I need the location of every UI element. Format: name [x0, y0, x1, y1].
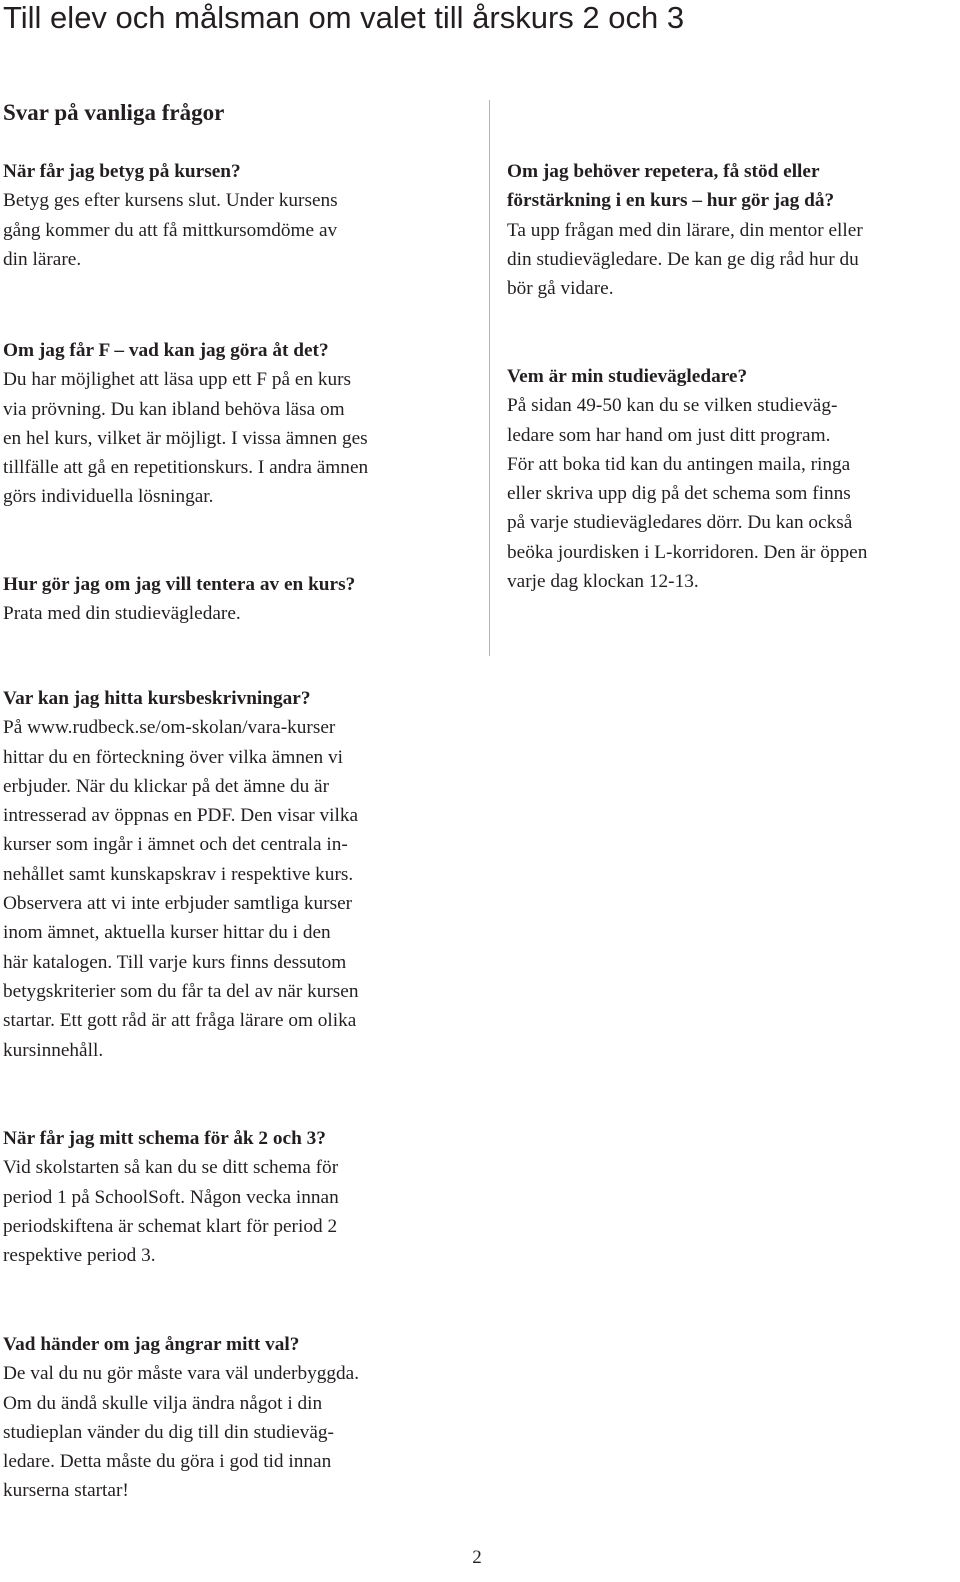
faq-answer-line: För att boka tid kan du antingen maila, ringa	[507, 453, 851, 475]
faq-answer-line: görs individuella lösningar.	[3, 486, 214, 508]
faq-repeat-support	[507, 157, 957, 303]
faq-answer-line: här katalogen. Till varje kurs finns dessutom	[3, 951, 347, 973]
page-title: Till elev och målsman om valet till årskurs 2 och 3	[3, 0, 685, 35]
faq-answer-line: erbjuder. När du klickar på det ämne du är	[3, 775, 330, 797]
faq-answer-line: beöka jourdisken i L-korridoren. Den är öppen	[507, 541, 868, 563]
faq-grades	[3, 157, 473, 274]
faq-answer-line: period 1 på SchoolSoft. Någon vecka innan	[3, 1186, 339, 1208]
faq-answer-line: intresserad av öppnas en PDF. Den visar vilka	[3, 805, 359, 827]
faq-answer-line: din studievägledare. De kan ge dig råd hur du	[507, 248, 859, 270]
faq-answer-line: en hel kurs, vilket är möjligt. I vissa ämnen ges	[3, 427, 368, 449]
faq-answer-line: kurserna startar!	[3, 1480, 129, 1502]
faq-exam	[3, 570, 473, 629]
faq-answer-line: på varje studievägledares dörr. Du kan också	[507, 512, 853, 534]
faq-answer-line: Betyg ges efter kursens slut. Under kursens	[3, 190, 338, 212]
faq-answer-line: Observera att vi inte erbjuder samtliga kurser	[3, 893, 353, 915]
faq-answer-line: din lärare.	[3, 248, 82, 270]
faq-answer-line: På www.rudbeck.se/om-skolan/vara-kurser	[3, 717, 336, 739]
faq-question-line: förstärkning i en kurs – hur gör jag då?	[507, 190, 835, 212]
faq-question: När får jag betyg på kursen?	[3, 161, 241, 182]
faq-question-line: Om jag behöver repetera, få stöd eller	[507, 161, 820, 182]
faq-answer-line: Vid skolstarten så kan du se ditt schema för	[3, 1157, 339, 1179]
faq-answer-line: Ta upp frågan med din lärare, din mentor eller	[507, 219, 863, 241]
faq-answer-line: hittar du en förteckning över vilka ämnen vi	[3, 746, 343, 768]
faq-answer-line: bör gå vidare.	[507, 278, 614, 300]
faq-answer-line: nehållet samt kunskapskrav i respektive kurs.	[3, 863, 354, 885]
faq-answer-line: respektive period 3.	[3, 1245, 156, 1267]
faq-answer-line: betygskriterier som du får ta del av när kursen	[3, 980, 359, 1002]
faq-question: Vad händer om jag ångrar mitt val?	[3, 1334, 300, 1355]
faq-course-descriptions	[3, 684, 483, 1065]
faq-answer-line: varje dag klockan 12-13.	[507, 571, 699, 593]
faq-answer-line: studieplan vänder du dig till din studieväg-	[3, 1421, 334, 1443]
faq-answer-line: eller skriva upp dig på det schema som finns	[507, 483, 851, 505]
faq-answer-line: Prata med din studievägledare.	[3, 603, 241, 625]
faq-answer-line: periodskiftena är schemat klart för period 2	[3, 1215, 338, 1237]
faq-regret-choice	[3, 1330, 483, 1506]
section-heading: Svar på vanliga frågor	[3, 100, 225, 125]
faq-schedule	[3, 1124, 483, 1270]
faq-answer-line: via prövning. Du kan ibland behöva läsa om	[3, 398, 345, 420]
column-divider	[489, 100, 490, 656]
faq-answer-line: gång kommer du att få mittkursomdöme av	[3, 219, 338, 241]
faq-answer-line: startar. Ett gott råd är att fråga lärare om olika	[3, 1010, 357, 1032]
faq-answer-line: De val du nu gör måste vara väl underbyggda.	[3, 1363, 360, 1385]
faq-question: Vem är min studievägledare?	[507, 366, 748, 387]
faq-answer-line: kurser som ingår i ämnet och det centrala in-	[3, 834, 348, 856]
faq-question: Om jag får F – vad kan jag göra åt det?	[3, 340, 329, 361]
faq-answer-line: kursinnehåll.	[3, 1039, 104, 1061]
faq-question: Var kan jag hitta kursbeskrivningar?	[3, 688, 311, 709]
faq-answer-line: ledare. Detta måste du göra i god tid innan	[3, 1451, 332, 1473]
faq-answer-line: Om du ändå skulle vilja ändra något i din	[3, 1392, 323, 1414]
faq-answer-line: tillfälle att gå en repetitionskurs. I andra ämnen	[3, 457, 369, 479]
faq-answer-line: inom ämnet, aktuella kurser hittar du i den	[3, 922, 331, 944]
faq-answer-line: På sidan 49-50 kan du se vilken studieväg-	[507, 395, 838, 417]
faq-answer-line: Du har möjlighet att läsa upp ett F på en kurs	[3, 369, 352, 391]
faq-question: Hur gör jag om jag vill tentera av en kurs?	[3, 574, 356, 595]
page-number: 2	[472, 1547, 482, 1568]
faq-question: När får jag mitt schema för åk 2 och 3?	[3, 1128, 326, 1149]
faq-answer-line: ledare som har hand om just ditt program.	[507, 424, 831, 446]
faq-f-grade	[3, 336, 473, 512]
faq-counselor	[507, 362, 957, 596]
